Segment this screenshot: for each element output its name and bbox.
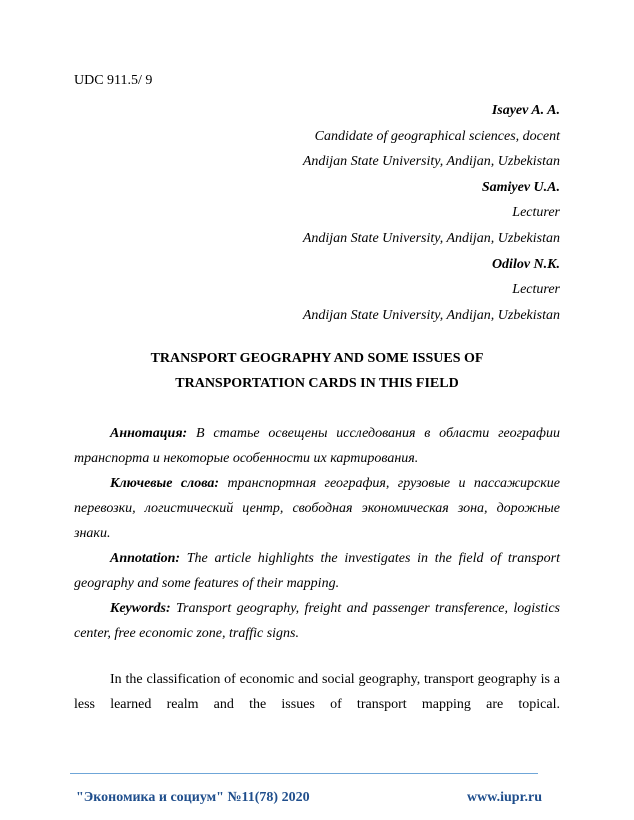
author-name: Odilov N.K. (491, 256, 560, 272)
author-name: Isayev A. A. (491, 103, 560, 118)
author-affiliation: Andijan State University, Andijan, Uzbekistan (302, 154, 560, 170)
udc-code: UDC 911.5/ 9 (74, 73, 153, 88)
annotation-en-label: Annotation: (110, 551, 181, 566)
annotation-ru-text: В статье освещены исследования в области географии транспорта и некоторые особенности их картирования. (74, 426, 560, 466)
paper-title (74, 346, 560, 396)
footer-divider (70, 773, 538, 774)
author-affiliation: Andijan State University, Andijan, Uzbekistan (302, 307, 560, 323)
journal-name: "Экономика и социум" №11(78) 2020 (76, 790, 310, 805)
keywords-en (74, 596, 560, 646)
keywords-en-text: Transport geography, freight and passenger transference, logistics center, free economic zone, traffic signs. (74, 601, 560, 641)
author-name: Samiyev U.A. (481, 179, 560, 195)
keywords-ru-label: Ключевые слова: (110, 476, 220, 491)
author-block (303, 98, 560, 328)
keywords-en-label: Keywords: (110, 601, 171, 616)
keywords-ru-text: транспортная география, грузовые и пассажирские перевозки, логистический центр, свободная экономическая зона, дорожные знаки. (74, 476, 560, 541)
body-paragraph: In the classification of economic and social geography, transport geography is a less learned realm and the issues of transport mapping are topical. (74, 672, 560, 712)
journal-website-link[interactable]: www.iupr.ru (467, 790, 542, 805)
author-degree: Candidate of geographical sciences, docent (314, 128, 560, 144)
abstract-section (74, 421, 560, 646)
annotation-en-text: The article highlights the investigates in the field of transport geography and some features of their mapping. (74, 551, 560, 591)
author-position: Lecturer (512, 282, 560, 298)
annotation-ru-label: Аннотация: (110, 426, 188, 441)
annotation-ru (74, 421, 560, 471)
keywords-ru (74, 471, 560, 546)
title-line: TRANSPORT GEOGRAPHY AND SOME ISSUES OF (150, 351, 484, 366)
title-line: TRANSPORTATION CARDS IN THIS FIELD (175, 376, 459, 391)
body-text (74, 667, 560, 717)
author-position: Lecturer (512, 205, 560, 221)
author-affiliation: Andijan State University, Andijan, Uzbekistan (302, 230, 560, 246)
annotation-en (74, 546, 560, 596)
